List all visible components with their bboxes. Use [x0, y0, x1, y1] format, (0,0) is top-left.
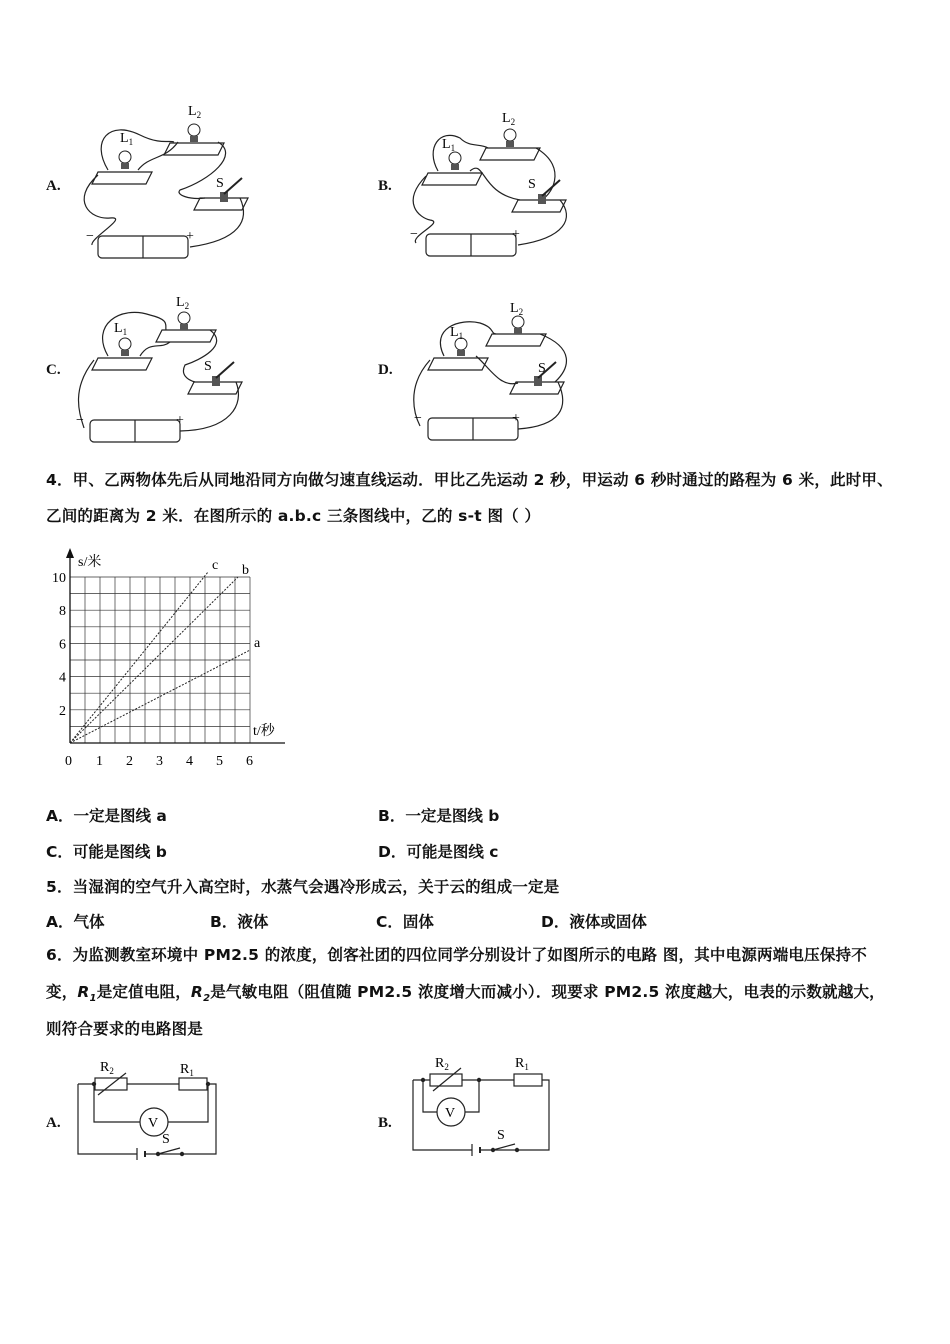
bulb-icon	[119, 338, 131, 356]
bulb-icon	[119, 151, 131, 169]
q4-question-line2: 乙间的距离为 2 米．在图所示的 a.b.c 三条图线中，乙的 s-t 图（ ）	[46, 507, 541, 525]
bulb-icon	[449, 152, 461, 170]
l1-label: $L_1$	[114, 321, 128, 337]
switch-label: S	[204, 359, 212, 374]
x-tick-label: 4	[186, 754, 193, 769]
voltmeter-label: V	[148, 1116, 159, 1131]
series-label-b: b	[242, 563, 249, 578]
chart-labels	[52, 553, 276, 769]
q6-line2-pre: 变，	[46, 983, 78, 1001]
r1-resistor-icon	[514, 1074, 542, 1086]
l2-label: $L_2$	[502, 111, 516, 127]
battery-plus-label: +	[512, 411, 520, 426]
q3-circuit-c-figure	[70, 290, 270, 450]
series-label-a: a	[254, 636, 261, 652]
bulb-icon	[512, 316, 524, 334]
q6-option-a-label[interactable]: A.	[46, 1115, 61, 1131]
series-label-c: c	[212, 558, 219, 574]
r1-symbol: $R_1$	[77, 983, 97, 1005]
switch-label: S	[497, 1128, 505, 1143]
x-tick-label: 1	[96, 754, 103, 769]
q3-circuit-d-figure	[400, 298, 600, 448]
q3-option-b-label[interactable]: B.	[378, 178, 392, 194]
r2-symbol: $R_2$	[190, 983, 211, 1005]
q6-question-line1: 6．为监测教室环境中 PM2.5 的浓度，创客社团的四位同学分别设计了如图所示的电路 图，其中电源两端电压保持不	[46, 946, 867, 964]
q4-option-d[interactable]: D．可能是图线 c	[378, 843, 499, 861]
y-axis-arrow-icon	[66, 548, 74, 558]
q4-option-b[interactable]: B．一定是图线 b	[378, 807, 500, 825]
q6-circuit-a-figure	[70, 1055, 230, 1165]
bulb-icon	[504, 129, 516, 147]
bulb-icon	[178, 312, 190, 330]
battery-plus-label: +	[176, 413, 184, 428]
q5-option-b[interactable]: B．液体	[210, 913, 269, 931]
y-tick-label: 8	[59, 604, 66, 620]
battery-plus-label: +	[512, 227, 520, 242]
q5-option-a[interactable]: A．气体	[46, 913, 105, 931]
x-tick-label: 3	[156, 754, 163, 769]
q3-option-d-label[interactable]: D.	[378, 362, 393, 378]
switch-label: S	[538, 361, 546, 376]
switch-icon	[493, 1144, 515, 1150]
voltmeter-label: V	[445, 1106, 456, 1121]
switch-icon	[158, 1148, 180, 1154]
y-tick-label: 2	[59, 703, 66, 719]
q5-option-d[interactable]: D．液体或固体	[541, 913, 647, 931]
x-tick-label: 6	[246, 754, 253, 769]
q6-option-b-label[interactable]: B.	[378, 1115, 392, 1131]
x-tick-label: 2	[126, 754, 133, 769]
chart-grid	[70, 577, 250, 743]
q4-option-c[interactable]: C．可能是图线 b	[46, 843, 167, 861]
r2-label: $R_2$	[100, 1060, 114, 1076]
y-axis-label: s/米	[78, 555, 102, 570]
q6-question-line2	[46, 981, 885, 1010]
st-chart	[40, 540, 300, 775]
battery-plus-label: +	[186, 229, 194, 244]
battery-minus-label: −	[414, 411, 422, 426]
r1-label: $R_1$	[180, 1062, 194, 1078]
x-tick-label: 5	[216, 754, 223, 769]
y-tick-label: 4	[59, 670, 66, 686]
q5-option-c[interactable]: C．固体	[376, 913, 434, 931]
q3-option-c-label[interactable]: C.	[46, 362, 61, 378]
q5-question: 5．当湿润的空气升入高空时，水蒸气会遇冷形成云，关于云的组成一定是	[46, 878, 560, 896]
battery-minus-label: −	[86, 229, 94, 244]
y-tick-label: 10	[52, 571, 66, 586]
l1-label: $L_1$	[442, 137, 456, 153]
q4-question-line1: 4．甲、乙两物体先后从同地沿同方向做匀速直线运动．甲比乙先运动 2 秒，甲运动 6 秒时通过的路程为 6 米，此时甲、	[46, 471, 893, 489]
x-tick-label: 0	[65, 754, 72, 769]
switch-label: S	[528, 177, 536, 192]
q6-line2-rest: 是气敏电阻（阻值随 PM2.5 浓度增大而减小）．现要求 PM2.5 浓度越大，电表的示数就越大，	[210, 983, 885, 1001]
switch-label: S	[216, 176, 224, 191]
l1-label: $L_1$	[120, 131, 134, 147]
battery-minus-label: −	[410, 227, 418, 242]
q6-line2-mid: 是定值电阻，	[96, 983, 191, 1001]
y-tick-label: 6	[59, 637, 66, 653]
q3-option-a-label[interactable]: A.	[46, 178, 61, 194]
x-axis-label: t/秒	[253, 724, 275, 739]
l2-label: $L_2$	[176, 295, 190, 311]
bulb-icon	[188, 124, 200, 142]
r2-label: $R_2$	[435, 1056, 449, 1072]
l2-label: $L_2$	[510, 301, 524, 317]
r2-resistor-icon	[95, 1078, 127, 1090]
r1-resistor-icon	[179, 1078, 207, 1090]
switch-label: S	[162, 1132, 170, 1147]
q6-question-line3: 则符合要求的电路图是	[46, 1020, 204, 1038]
l1-label: $L_1$	[450, 325, 464, 341]
q3-circuit-b-figure	[400, 108, 600, 268]
q3-circuit-a-figure	[70, 100, 270, 270]
battery-minus-label: −	[76, 413, 84, 428]
series-line-c	[70, 572, 208, 743]
r1-label: $R_1$	[515, 1056, 529, 1072]
l2-label: $L_2$	[188, 104, 202, 120]
q6-circuit-b-figure	[405, 1048, 565, 1158]
q4-option-a[interactable]: A．一定是图线 a	[46, 807, 167, 825]
